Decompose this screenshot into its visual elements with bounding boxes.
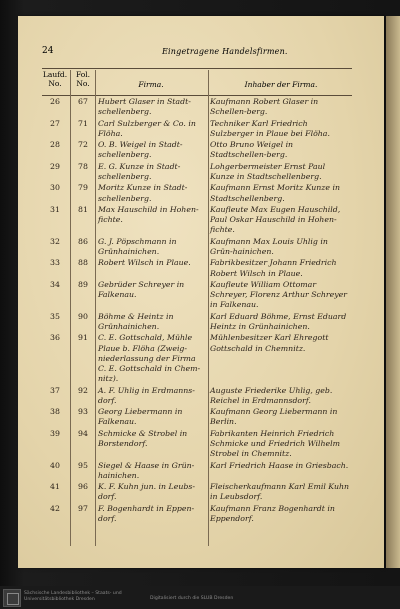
firm-name: Georg Liebermann in Falkenau.: [98, 407, 183, 427]
table-row: [42, 237, 352, 259]
row-number: 34: [50, 279, 60, 289]
table-row: [42, 183, 352, 205]
firm-owner: Kaufmann Franz Bogenhardt in Eppendorf.: [210, 503, 335, 523]
table-row: [42, 504, 352, 526]
firm-owner: Mühlenbesitzer Karl Ehregott Gottschald in Chemnitz.: [210, 333, 329, 353]
library-logo-icon: [3, 589, 21, 607]
firm-name: K. F. Kuhn jun. in Leubs-dorf.: [98, 482, 195, 502]
firm-name: C. E. Gottschald, Mühle Plaue b. Flöha (Zweig-niederlassung der Firma C. E. Gottschald in Chem-nitz).: [98, 333, 201, 384]
row-number: 36: [50, 333, 60, 343]
folio-number: 96: [78, 482, 88, 492]
header-rule-top: [42, 68, 352, 69]
adjacent-page-edge: [386, 16, 400, 568]
table-row: [42, 333, 352, 385]
table-row: [42, 461, 352, 483]
firm-owner: Lohgerbermeister Ernst Paul Kunze in Stadtschellenberg.: [210, 161, 326, 181]
column-header-fol: [72, 70, 94, 96]
column-header-fol-line2: No.: [76, 79, 90, 88]
firm-owner: Kaufmann Max Louis Uhlig in Grün-hainichen.: [210, 236, 328, 256]
table-row: [42, 162, 352, 184]
firm-owner: Auguste Friederike Uhlig, geb. Reichel in Erdmannsdorf.: [210, 385, 333, 405]
firm-name: G. J. Pöpschmann in Grünhainichen.: [98, 236, 177, 256]
column-header-lfd-line2: No.: [48, 79, 62, 88]
row-number: 39: [50, 428, 60, 438]
folio-number: 92: [78, 385, 88, 395]
row-number: 31: [50, 204, 60, 214]
firm-name: Hubert Glaser in Stadt-schellenberg.: [98, 97, 191, 117]
table-row: [42, 140, 352, 162]
folio-number: 91: [78, 333, 88, 343]
table-row: [42, 280, 352, 312]
folio-number: 90: [78, 311, 88, 321]
firm-name: O. B. Weigel in Stadt-schellenberg.: [98, 140, 183, 160]
page-header: [42, 42, 352, 58]
column-header-lfd-line1: Laufd.: [42, 70, 68, 79]
row-number: 29: [50, 161, 60, 171]
firm-name: F. Bogenhardt in Eppen-dorf.: [98, 503, 195, 523]
column-header-firma: Firma.: [138, 80, 164, 89]
row-number: 27: [50, 118, 60, 128]
register-table: [42, 97, 352, 525]
firm-name: Siegel & Haase in Grün-hainichen.: [98, 460, 195, 480]
firm-owner: Kaufleute William Ottomar Schreyer, Florenz Arthur Schreyer in Falkenau.: [210, 279, 348, 310]
column-header-lfd: [42, 70, 68, 96]
firm-name: Moritz Kunze in Stadt-schellenberg.: [98, 183, 188, 203]
folio-number: 78: [78, 161, 88, 171]
table-row: [42, 258, 352, 280]
folio-number: 79: [78, 183, 88, 193]
firm-name: Gebrüder Schreyer in Falkenau.: [98, 279, 185, 300]
row-number: 35: [50, 311, 60, 321]
row-number: 42: [50, 503, 60, 513]
folio-number: 86: [78, 236, 88, 246]
row-number: 26: [50, 97, 60, 106]
footer-credit: Digitalisiert durch die SLUB Dresden: [150, 596, 234, 601]
firm-owner: Kaufleute Max Eugen Hauschild, Paul Oskar Hauschild in Hohen-fichte.: [210, 204, 341, 235]
row-number: 40: [50, 460, 60, 470]
table-row: [42, 407, 352, 429]
folio-number: 89: [78, 279, 88, 289]
folio-number: 94: [78, 428, 88, 438]
firm-name: Max Hauschild in Hohen-fichte.: [98, 204, 199, 225]
row-number: 33: [50, 258, 60, 268]
footer-institution: Sächsische Landesbibliothek – Staats- und Universitätsbibliothek Dresden: [24, 591, 122, 602]
firm-owner: Techniker Karl Friedrich Sulzberger in Plaue bei Flöha.: [210, 118, 330, 138]
folio-number: 81: [78, 204, 88, 214]
row-number: 28: [50, 140, 60, 150]
column-header-fol-line1: Fol.: [75, 70, 91, 79]
firm-name: E. G. Kunze in Stadt-schellenberg.: [98, 161, 181, 181]
firm-name: Robert Wilsch in Plaue.: [98, 258, 191, 268]
column-header-inhaber: Inhaber der Firma.: [244, 80, 318, 89]
firm-owner: Fleischerkaufmann Karl Emil Kuhn in Leubsdorf.: [210, 482, 350, 502]
table-row: [42, 97, 352, 119]
firm-owner: Otto Bruno Weigel in Stadtschellen-berg.: [210, 140, 294, 160]
firm-owner: Fabrikanten Heinrich Friedrich Schmicke und Friedrich Wilhelm Strobel in Chemnitz.: [210, 428, 341, 459]
table-row: [42, 482, 352, 504]
firm-owner: Kaufmann Georg Liebermann in Berlin.: [210, 407, 338, 427]
table-row: [42, 429, 352, 461]
row-number: 41: [50, 482, 60, 492]
folio-number: 93: [78, 407, 88, 417]
firm-name: Carl Sulzberger & Co. in Flöha.: [98, 118, 196, 138]
firm-owner: Kaufmann Robert Glaser in Schellen-berg.: [210, 97, 319, 117]
firm-name: Schmicke & Strobel in Borstendorf.: [98, 428, 188, 448]
firm-owner: Karl Friedrich Haase in Griesbach.: [210, 460, 349, 470]
running-title: Eingetragene Handelsfirmen.: [162, 47, 288, 56]
table-row: [42, 205, 352, 237]
folio-number: 95: [78, 460, 88, 470]
firm-owner: Kaufmann Ernst Moritz Kunze in Stadtschellenberg.: [210, 183, 341, 203]
folio-number: 71: [78, 118, 88, 128]
row-number: 30: [50, 183, 60, 193]
firm-name: Böhme & Heintz in Grünhainichen.: [98, 311, 174, 331]
firm-name: A. F. Uhlig in Erdmanns-dorf.: [98, 385, 195, 405]
row-number: 32: [50, 236, 60, 246]
page-number: 24: [42, 46, 54, 56]
scan-footer: [0, 586, 400, 609]
row-number: 38: [50, 407, 60, 417]
folio-number: 72: [78, 140, 88, 150]
table-row: [42, 312, 352, 334]
firm-owner: Karl Eduard Böhme, Ernst Eduard Heintz in Grünhainichen.: [210, 311, 347, 331]
table-row: [42, 119, 352, 141]
table-row: [42, 386, 352, 408]
folio-number: 88: [78, 258, 88, 268]
row-number: 37: [50, 385, 60, 395]
firm-owner: Fabrikbesitzer Johann Friedrich Robert Wilsch in Plaue.: [210, 258, 337, 278]
folio-number: 97: [78, 503, 88, 513]
folio-number: 67: [78, 97, 88, 106]
